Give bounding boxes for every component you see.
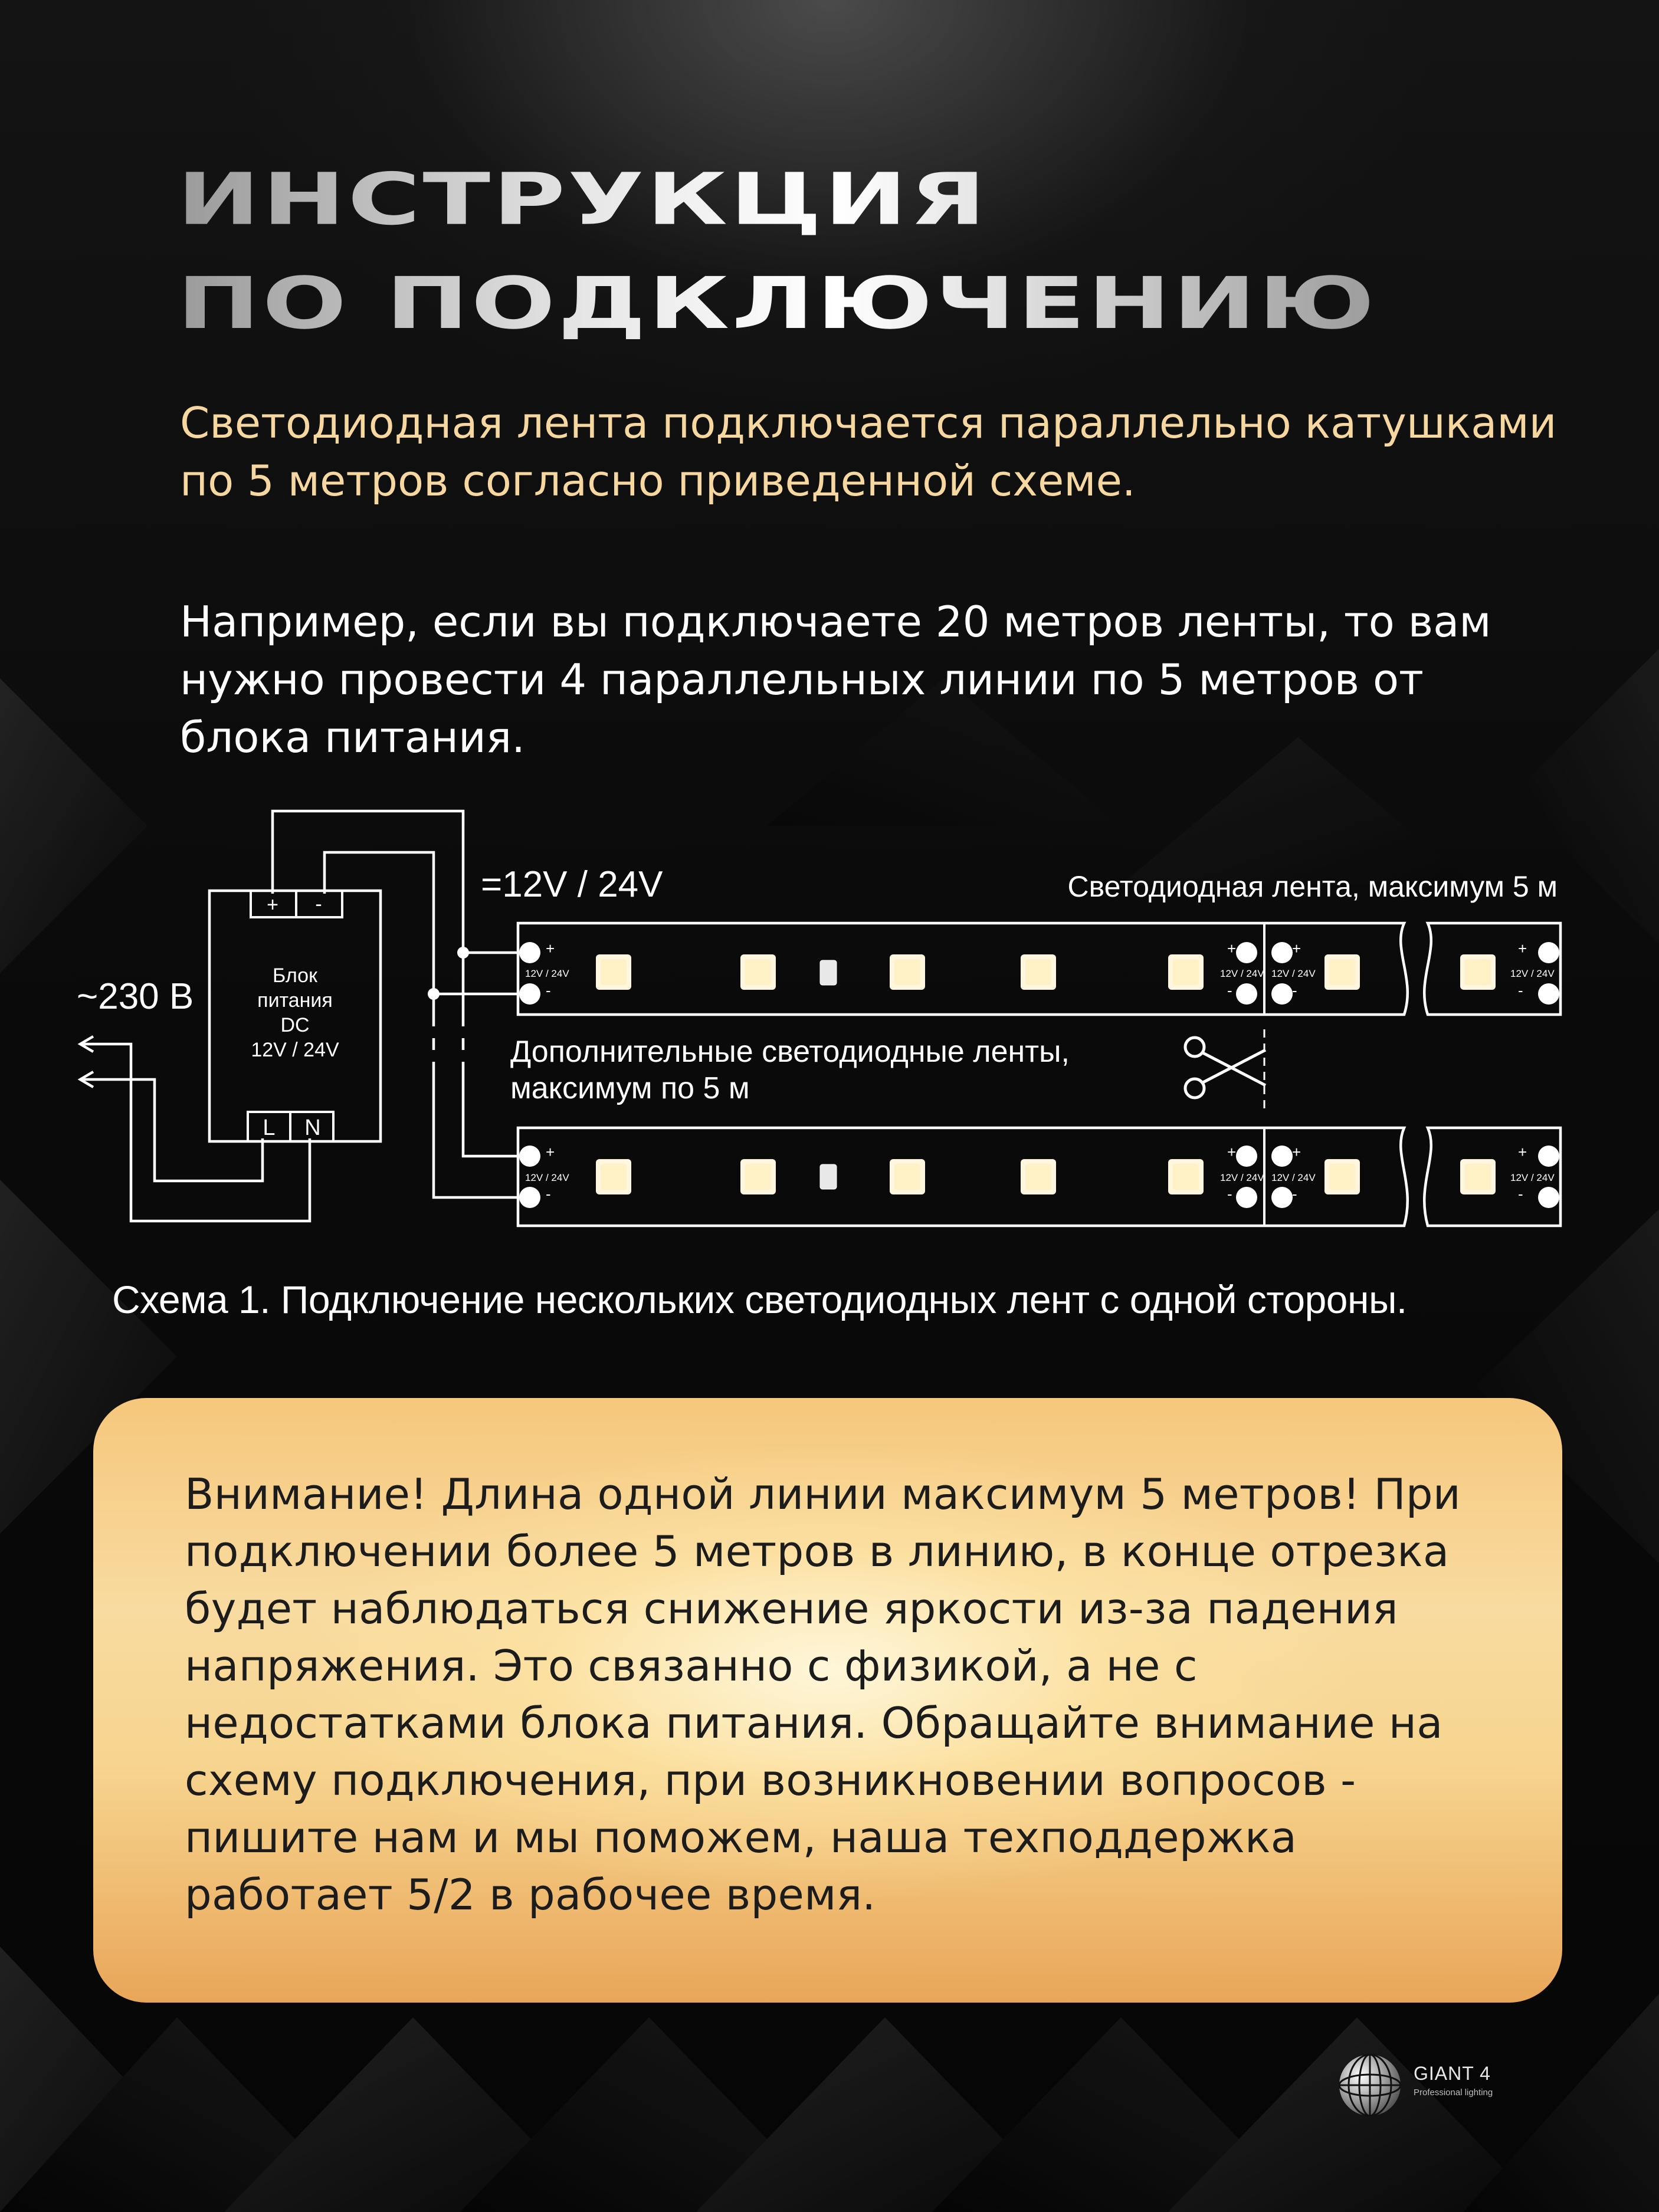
pad-voltage-7: 12V / 24V xyxy=(1271,1172,1316,1183)
psu-neutral-terminal: N xyxy=(304,1115,321,1140)
pad-minus-6: - xyxy=(1227,1185,1232,1203)
intro-paragraph-1: Светодиодная лента подключается параллельно катушками по 5 метров согласно приведенной схеме. xyxy=(180,398,1557,506)
page-title xyxy=(177,147,1377,356)
page-title-line2: ПО ПОДКЛЮЧЕНИЮ xyxy=(177,261,1377,345)
diagram-caption: Схема 1. Подключение нескольких светодиодных лент с одной стороны. xyxy=(112,1278,1407,1321)
pad-voltage-8: 12V / 24V xyxy=(1510,1172,1555,1183)
pad-plus-6: + xyxy=(1227,1143,1237,1161)
psu-label-4: 12V / 24V xyxy=(251,1039,339,1061)
pad-plus-4: + xyxy=(1518,940,1527,957)
pad-voltage-6: 12V / 24V xyxy=(1220,1172,1264,1183)
psu-label-1: Блок xyxy=(273,964,317,987)
led-strip-additional xyxy=(518,1128,1560,1226)
pad-minus-4: - xyxy=(1518,982,1523,999)
warning-notice xyxy=(93,1398,1562,2003)
led-strip-main xyxy=(518,923,1560,1015)
page-title-line1: ИНСТРУКЦИЯ xyxy=(177,157,988,241)
pad-voltage-4: 12V / 24V xyxy=(1510,968,1555,979)
psu-label-2: питания xyxy=(257,989,333,1012)
pad-voltage-3: 12V / 24V xyxy=(1271,968,1316,979)
brand-tagline: Professional lighting xyxy=(1414,2088,1493,2098)
psu-plus-terminal: + xyxy=(267,894,278,916)
input-voltage-label: ~230 В xyxy=(77,976,194,1017)
pad-minus-2: - xyxy=(1227,982,1232,999)
brand-name: GIANT 4 xyxy=(1414,2063,1491,2084)
extra-strips-label-1: Дополнительные светодиодные ленты, xyxy=(510,1035,1070,1069)
pad-plus-5: + xyxy=(546,1143,555,1161)
pad-plus-3: + xyxy=(1292,940,1301,957)
power-supply-block xyxy=(209,891,381,1141)
strip-label: Светодиодная лента, максимум 5 м xyxy=(1067,870,1558,903)
scissors-icon xyxy=(1185,1038,1265,1098)
psu-live-terminal: L xyxy=(263,1115,276,1140)
pad-minus-5: - xyxy=(546,1185,551,1203)
pad-voltage-1: 12V / 24V xyxy=(525,968,569,979)
wiring-diagram xyxy=(0,785,1659,1268)
pad-voltage-5: 12V / 24V xyxy=(525,1172,569,1183)
pad-minus-8: - xyxy=(1518,1185,1523,1203)
pad-plus-7: + xyxy=(1292,1143,1301,1161)
warning-notice-text: Внимание! Длина одной линии максимум 5 метров! При подключении более 5 метров в линию, в конце отрезка будет наблюдаться снижение яркости из-за падения напряжения. Это связанно с физикой, а не с недостатками блока питания. Обращайте внимание на схему подключения, при возникновении вопросов - пишите нам и мы поможем, наша техподдержка работает 5/2 в рабочее время. xyxy=(185,1469,1461,1919)
pad-voltage-2: 12V / 24V xyxy=(1220,968,1264,979)
output-voltage-label: =12V / 24V xyxy=(481,864,663,905)
intro-paragraph-2: Например, если вы подключаете 20 метров ленты, то вам нужно провести 4 параллельных линии по 5 метров от блока питания. xyxy=(180,597,1491,762)
pad-plus-2: + xyxy=(1227,940,1237,957)
globe-icon xyxy=(1335,2050,1405,2121)
psu-minus-terminal: - xyxy=(315,893,322,915)
pad-plus-1: + xyxy=(546,940,555,957)
pad-plus-8: + xyxy=(1518,1143,1527,1161)
pad-minus-7: - xyxy=(1292,1185,1297,1203)
pad-minus-1: - xyxy=(546,982,551,999)
brand-logo xyxy=(1335,2050,1523,2121)
pad-minus-3: - xyxy=(1292,982,1297,999)
extra-strips-label-2: максимум по 5 м xyxy=(510,1071,750,1105)
psu-label-3: DC xyxy=(280,1014,310,1036)
